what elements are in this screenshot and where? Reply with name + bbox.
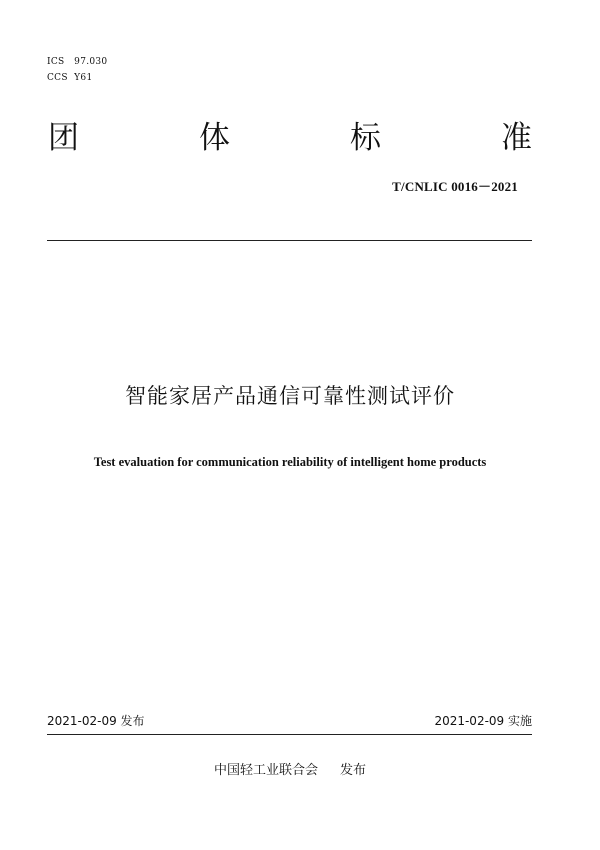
standard-number: T/CNLIC 0016－2021 xyxy=(392,179,518,194)
document-title-chinese: 智能家居产品通信可靠性测试评价 xyxy=(125,384,455,408)
publisher-action: 发布 xyxy=(340,763,367,778)
ccs-code-row xyxy=(47,70,107,86)
classification-codes xyxy=(47,54,107,86)
date-row xyxy=(47,712,532,730)
ccs-value: Y61 xyxy=(74,73,93,83)
ics-label: ICS xyxy=(47,57,65,67)
ics-value: 97.030 xyxy=(74,57,108,67)
document-title-english: Test evaluation for communication reliability of intelligent home products xyxy=(93,455,487,469)
publisher-line xyxy=(0,760,580,782)
ics-code-row xyxy=(47,54,107,70)
ccs-label: CCS xyxy=(47,73,68,83)
heading-char-2: 体 xyxy=(199,120,230,156)
top-divider xyxy=(47,240,532,241)
bottom-divider xyxy=(47,734,532,735)
heading-char-3: 标 xyxy=(350,120,381,156)
heading-char-1: 团 xyxy=(48,120,79,156)
publisher-organization: 中国轻工业联合会 xyxy=(213,763,318,778)
implementation-date: 2021-02-09 实施 xyxy=(434,714,532,728)
group-standard-heading xyxy=(48,118,532,158)
heading-char-4: 准 xyxy=(501,120,532,156)
release-date: 2021-02-09 发布 xyxy=(47,714,145,728)
